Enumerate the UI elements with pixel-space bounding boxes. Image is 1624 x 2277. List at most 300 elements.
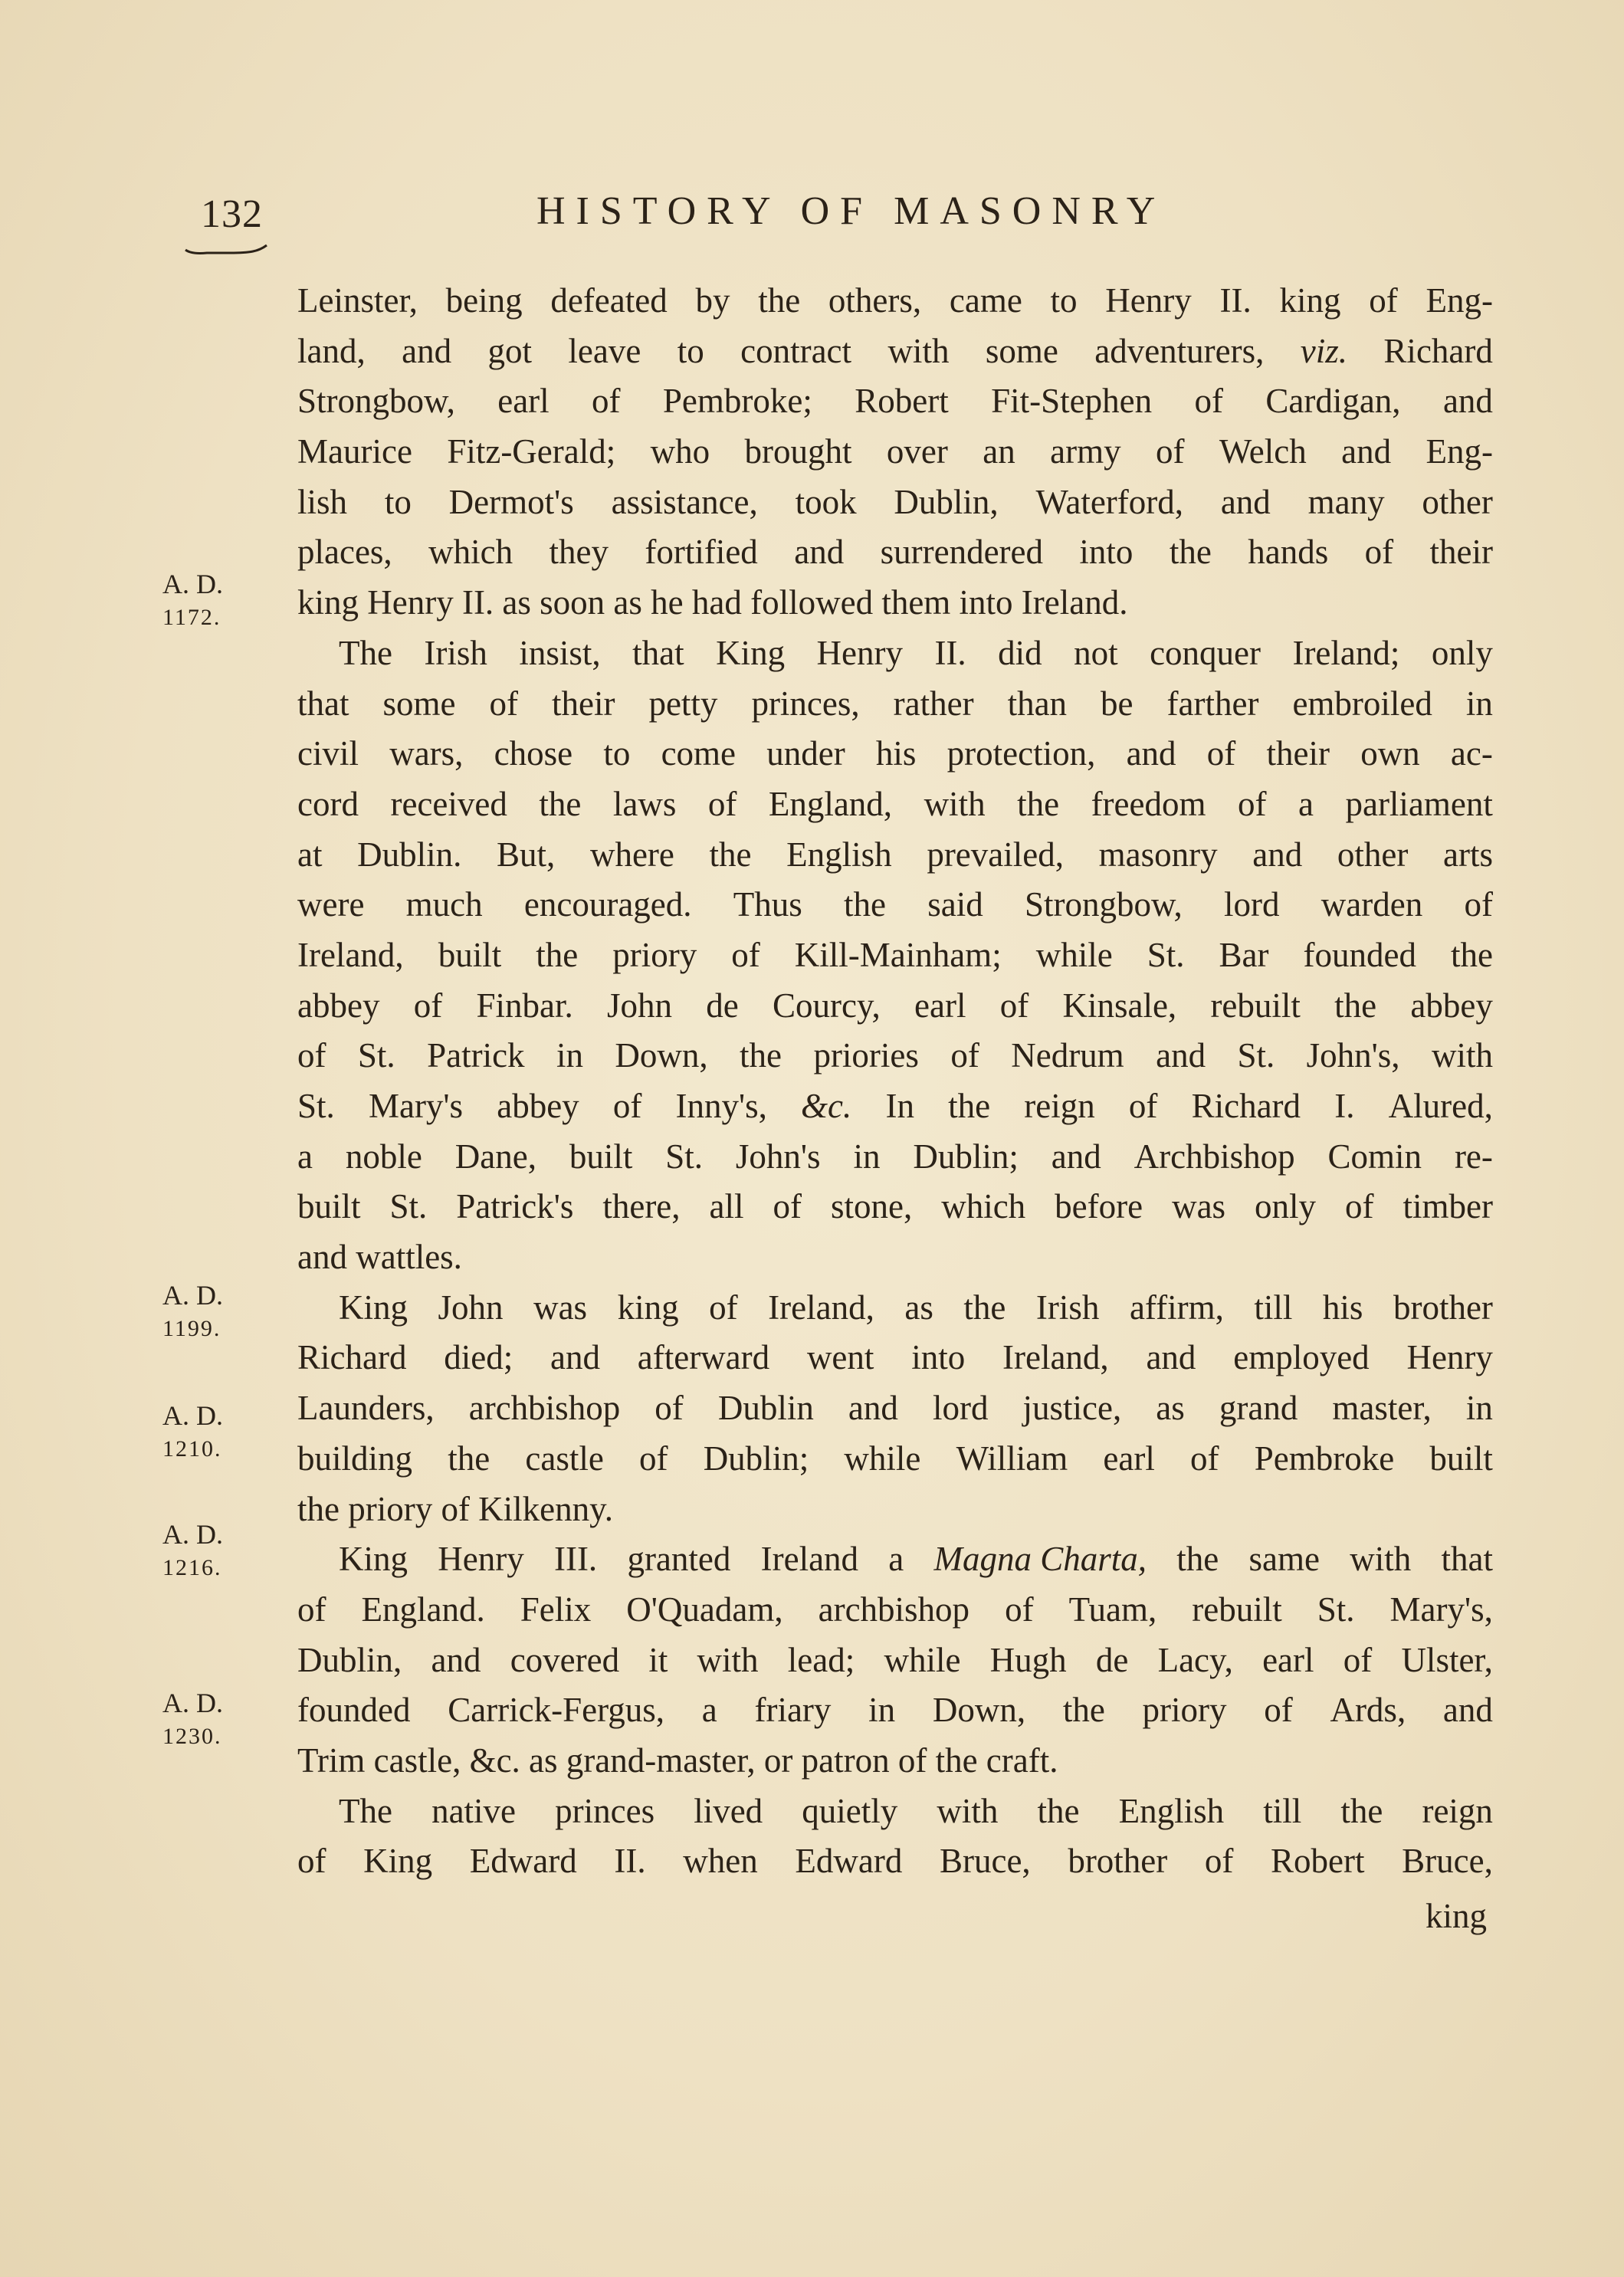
word: surrendered	[880, 533, 1043, 572]
word: Bruce,	[1402, 1842, 1493, 1881]
word: king	[617, 1288, 679, 1327]
word: many	[1307, 482, 1385, 521]
word: built	[569, 1137, 633, 1176]
word: Bar	[1219, 935, 1269, 974]
word: princes	[555, 1791, 655, 1830]
word: petty	[648, 684, 718, 723]
margin-note-label: A. D.	[162, 1519, 223, 1550]
word: to	[677, 331, 704, 370]
margin-note-label: A. D.	[162, 1688, 223, 1718]
word: Irish	[1035, 1288, 1100, 1327]
word: his	[875, 734, 917, 773]
word: there,	[602, 1187, 681, 1226]
word: abbey	[497, 1087, 579, 1125]
margin-note-year: 1210.	[162, 1436, 222, 1462]
text-line	[297, 427, 1493, 477]
word: of	[1204, 1842, 1234, 1881]
word: castle	[525, 1439, 604, 1478]
word: land,	[297, 331, 366, 370]
text-line: Trim castle, &c. as grand-master, or patron of the craft.	[297, 1741, 1058, 1780]
word: with	[1431, 1036, 1493, 1075]
word: lived	[694, 1791, 763, 1830]
word: de	[1095, 1640, 1129, 1679]
text-line	[297, 981, 1493, 1032]
word: their	[1266, 734, 1330, 773]
word: Fitz-Gerald;	[447, 432, 616, 471]
word: Dublin;	[703, 1439, 809, 1478]
word: O'Quadam,	[626, 1590, 783, 1629]
word: quietly	[802, 1791, 898, 1830]
word: earl	[1262, 1640, 1314, 1679]
word: Felix	[520, 1590, 592, 1629]
word: built	[297, 1187, 361, 1226]
word: grand	[1219, 1389, 1298, 1428]
word: same	[1248, 1540, 1320, 1579]
word: Courcy,	[772, 986, 881, 1025]
margin-note	[162, 1686, 277, 1754]
word: was	[533, 1288, 588, 1327]
word: and	[848, 1389, 898, 1428]
word: in	[1465, 684, 1493, 723]
word: Henry	[1406, 1338, 1493, 1377]
word: King	[716, 633, 786, 672]
word: and	[794, 533, 845, 572]
word: priory	[1142, 1691, 1227, 1730]
word: in	[853, 1137, 881, 1176]
word: the	[1169, 533, 1212, 572]
word: to	[1050, 281, 1078, 320]
word: Inny's,	[675, 1087, 767, 1125]
word: of	[639, 1439, 668, 1478]
word: and	[1442, 382, 1493, 421]
word: Eng-	[1426, 432, 1493, 471]
running-title: HISTORY OF MASONRY	[536, 189, 1166, 233]
word: Maurice	[297, 432, 412, 471]
word: wars,	[389, 734, 464, 773]
word: by	[695, 281, 730, 320]
word: only	[1431, 633, 1493, 672]
word: brother	[1393, 1288, 1493, 1327]
page-number: 132	[201, 192, 263, 236]
word: Dermot's	[448, 482, 574, 521]
word: that	[1441, 1540, 1493, 1579]
word: with	[924, 784, 986, 823]
word: a	[888, 1540, 904, 1579]
word: all	[709, 1187, 744, 1226]
word: places,	[297, 533, 392, 572]
word: while	[884, 1640, 961, 1679]
word: John	[606, 986, 672, 1025]
word: granted	[627, 1540, 731, 1579]
word: covered	[510, 1640, 620, 1679]
word: I.	[1334, 1087, 1355, 1125]
word: Ireland	[760, 1540, 859, 1579]
body-text	[297, 276, 1493, 1887]
word: Richard	[297, 1338, 407, 1377]
word: they	[549, 533, 609, 572]
text-line	[297, 376, 1493, 427]
word: of	[413, 986, 443, 1025]
word: the	[539, 784, 582, 823]
word: Welch	[1219, 432, 1307, 471]
word: Dublin.	[357, 835, 462, 874]
word: before	[1055, 1187, 1143, 1226]
word: some	[985, 331, 1058, 370]
word: Strongbow,	[1024, 885, 1183, 924]
word: archbishop	[468, 1389, 621, 1428]
word: only	[1255, 1187, 1317, 1226]
word: in	[868, 1691, 896, 1730]
word: England.	[361, 1590, 485, 1629]
word: Richard	[1191, 1087, 1301, 1125]
word: arts	[1442, 835, 1493, 874]
word: of	[1464, 885, 1493, 924]
catchword: king	[1426, 1897, 1488, 1935]
text-line	[297, 880, 1493, 930]
margin-note	[162, 1517, 277, 1585]
word: Ards,	[1330, 1691, 1406, 1730]
word: till	[1263, 1791, 1302, 1830]
word: of	[1345, 1187, 1374, 1226]
word: building	[297, 1439, 413, 1478]
word: Dane,	[454, 1137, 536, 1176]
word: cord	[297, 784, 359, 823]
word: built	[1429, 1439, 1493, 1478]
word: own	[1360, 734, 1420, 773]
word: princes,	[751, 684, 860, 723]
word: earl	[914, 986, 966, 1025]
word: lead;	[787, 1640, 855, 1679]
word: prevailed,	[927, 835, 1064, 874]
margin-note-label: A. D.	[162, 569, 223, 599]
text-line	[297, 1434, 1493, 1485]
word: other	[1422, 482, 1493, 521]
word: of	[1005, 1590, 1034, 1629]
word: Patrick	[427, 1036, 525, 1075]
word: ac-	[1450, 734, 1493, 773]
word: the	[1037, 1791, 1080, 1830]
word: The	[339, 633, 392, 672]
word: an	[983, 432, 1015, 471]
word: Dublin	[717, 1389, 814, 1428]
word: farther	[1166, 684, 1259, 723]
word: contract	[740, 331, 852, 370]
word: and	[431, 1640, 481, 1679]
word: got	[487, 331, 533, 370]
word: were	[297, 885, 365, 924]
word: the	[948, 1087, 991, 1125]
word: army	[1050, 432, 1121, 471]
word: laws	[612, 784, 677, 823]
word: Comin	[1327, 1137, 1422, 1176]
word: of	[1206, 734, 1236, 773]
text-line: and wattles.	[297, 1238, 462, 1277]
word: afterward	[637, 1338, 770, 1377]
word: In	[885, 1087, 914, 1125]
word: over	[886, 432, 948, 471]
word: where	[589, 835, 674, 874]
word: some	[382, 684, 456, 723]
word: England,	[768, 784, 893, 823]
word: of	[773, 1187, 802, 1226]
text-line	[297, 1182, 1493, 1232]
word: Nedrum	[1011, 1036, 1124, 1075]
word: insist,	[519, 633, 601, 672]
word: re-	[1454, 1137, 1493, 1176]
word: Fit-Stephen	[991, 382, 1153, 421]
word: took	[795, 482, 857, 521]
word: not	[1074, 633, 1118, 672]
word: the	[1340, 1791, 1383, 1830]
word: and	[1146, 1338, 1196, 1377]
text-line	[297, 1132, 1493, 1183]
word: Cardigan,	[1265, 382, 1401, 421]
word: lish	[297, 482, 348, 521]
word: the	[1017, 784, 1060, 823]
word: that	[632, 633, 684, 672]
word: Thus	[733, 885, 802, 924]
word: rebuilt	[1210, 986, 1301, 1025]
word: II.	[1219, 281, 1252, 320]
word: and	[1051, 1137, 1101, 1176]
word: others,	[828, 281, 922, 320]
text-line	[297, 1585, 1493, 1636]
word: Edward	[795, 1842, 903, 1881]
word: abbey	[297, 986, 380, 1025]
page-number-flourish	[184, 244, 270, 258]
word: III.	[553, 1540, 598, 1579]
text-line	[297, 276, 1493, 326]
word: be	[1101, 684, 1134, 723]
word: and	[402, 331, 452, 370]
word: of	[655, 1389, 684, 1428]
word: adventurers,	[1094, 331, 1265, 370]
word: while	[844, 1439, 921, 1478]
word: Archbishop	[1134, 1137, 1295, 1176]
word: masonry	[1098, 835, 1218, 874]
word: brother	[1068, 1842, 1168, 1881]
word: warden	[1321, 885, 1423, 924]
word: embroiled	[1292, 684, 1432, 723]
text-line: the priory of Kilkenny.	[297, 1489, 613, 1528]
word: of	[707, 784, 737, 823]
word: the	[536, 935, 579, 974]
word: the	[740, 1036, 782, 1075]
word: Henry	[816, 633, 903, 672]
word: Tuam,	[1068, 1590, 1157, 1629]
word: &c.	[801, 1087, 852, 1125]
word: Robert	[1271, 1842, 1365, 1881]
word: employed	[1233, 1338, 1370, 1377]
word: John	[438, 1288, 504, 1327]
word: and	[1220, 482, 1271, 521]
word: Ulster,	[1401, 1640, 1493, 1679]
word: into	[911, 1338, 966, 1377]
word: as	[1156, 1389, 1185, 1428]
margin-note-year: 1172.	[162, 605, 221, 630]
margin-note-label: A. D.	[162, 1400, 223, 1431]
word: priories	[813, 1036, 919, 1075]
word: Pembroke;	[662, 382, 812, 421]
word: viz.	[1300, 331, 1348, 370]
word: at	[297, 835, 323, 874]
word: the	[1451, 935, 1493, 974]
word: who	[650, 432, 710, 471]
margin-note-year: 1216.	[162, 1555, 222, 1580]
word: civil	[297, 734, 359, 773]
margin-note-label: A. D.	[162, 1280, 223, 1311]
word: founded	[297, 1691, 411, 1730]
word: Ireland;	[1292, 633, 1400, 672]
word: reign	[1422, 1791, 1493, 1830]
word: a	[701, 1691, 717, 1730]
word: Launders,	[297, 1389, 435, 1428]
word: of	[489, 684, 518, 723]
word: St.	[665, 1137, 704, 1176]
word: friary	[754, 1691, 832, 1730]
word: till	[1254, 1288, 1293, 1327]
word: died;	[444, 1338, 513, 1377]
word: which	[428, 533, 513, 572]
word: and	[1442, 1691, 1493, 1730]
word: built	[438, 935, 502, 974]
word: Down,	[932, 1691, 1026, 1730]
word: of	[950, 1036, 979, 1075]
word: Patrick's	[456, 1187, 574, 1226]
word: John's,	[1306, 1036, 1400, 1075]
word: a	[1298, 784, 1314, 823]
word: than	[1007, 684, 1068, 723]
word: received	[390, 784, 507, 823]
word: But,	[497, 835, 556, 874]
word: of	[592, 382, 621, 421]
word: rather	[893, 684, 974, 723]
text-line	[297, 1333, 1493, 1383]
word: the	[963, 1288, 1006, 1327]
word: of	[297, 1842, 326, 1881]
word: freedom	[1091, 784, 1206, 823]
word: Kinsale,	[1062, 986, 1177, 1025]
word: other	[1337, 835, 1409, 874]
word: St.	[389, 1187, 428, 1226]
word: affirm,	[1129, 1288, 1224, 1327]
word: justice,	[1022, 1389, 1122, 1428]
word: lord	[1224, 885, 1280, 924]
word: it	[648, 1640, 668, 1679]
word: The	[339, 1791, 392, 1830]
word: conquer	[1150, 633, 1261, 672]
word: and	[1126, 734, 1176, 773]
word: II.	[934, 633, 966, 672]
word: in	[556, 1036, 583, 1075]
word: of	[1128, 1087, 1158, 1125]
word: leave	[568, 331, 641, 370]
text-line	[297, 1283, 1493, 1334]
word: of	[1194, 382, 1223, 421]
word: William	[956, 1439, 1068, 1478]
word: defeated	[550, 281, 668, 320]
word: to	[384, 482, 412, 521]
word: Down,	[615, 1036, 708, 1075]
word: King	[339, 1288, 408, 1327]
word: John's	[735, 1137, 821, 1176]
word: Bruce,	[939, 1842, 1031, 1881]
word: did	[998, 633, 1042, 672]
word: Mary's	[368, 1087, 464, 1125]
word: hands	[1248, 533, 1329, 572]
word: timber	[1403, 1187, 1493, 1226]
text-line	[297, 326, 1493, 377]
word: come	[661, 734, 737, 773]
word: went	[806, 1338, 874, 1377]
word: Alured,	[1388, 1087, 1493, 1125]
word: Waterford,	[1035, 482, 1184, 521]
word: St.	[297, 1087, 335, 1125]
word: in	[1465, 1389, 1493, 1428]
word: the	[1176, 1540, 1219, 1579]
word: Finbar.	[476, 986, 573, 1025]
word: parliament	[1345, 784, 1493, 823]
word: Ireland,	[297, 935, 404, 974]
word: St.	[357, 1036, 395, 1075]
word: which	[941, 1187, 1026, 1226]
margin-note	[162, 1399, 277, 1466]
word: of	[709, 1288, 738, 1327]
word: English	[786, 835, 892, 874]
word: encouraged.	[523, 885, 692, 924]
word: Mary's,	[1389, 1590, 1493, 1629]
text-line	[297, 1534, 1493, 1585]
text-line: king Henry II. as soon as he had followed them into Ireland.	[297, 583, 1128, 622]
word: St.	[1147, 935, 1185, 974]
word: with	[937, 1791, 999, 1830]
word: lord	[932, 1389, 989, 1428]
word: noble	[345, 1137, 422, 1176]
word: of	[1190, 1439, 1219, 1478]
text-line	[297, 830, 1493, 881]
word: Lacy,	[1157, 1640, 1233, 1679]
word: chose	[494, 734, 573, 773]
word: King	[339, 1540, 408, 1579]
word: their	[551, 684, 615, 723]
word: Pembroke	[1254, 1439, 1395, 1478]
word: of	[612, 1087, 642, 1125]
text-line	[297, 1685, 1493, 1736]
word: was	[1172, 1187, 1226, 1226]
word: St.	[1237, 1036, 1275, 1075]
text-line	[297, 527, 1493, 578]
word: master,	[1332, 1389, 1432, 1428]
word: and	[1252, 835, 1303, 874]
word: Richard	[1383, 331, 1493, 370]
word: Magna Charta,	[933, 1540, 1147, 1579]
word: reign	[1024, 1087, 1095, 1125]
word: priory	[612, 935, 697, 974]
word: stone,	[830, 1187, 913, 1226]
word: that	[297, 684, 349, 723]
word: as	[904, 1288, 933, 1327]
word: Kill-Mainham;	[794, 935, 1002, 974]
word: under	[766, 734, 845, 773]
word: and	[550, 1338, 600, 1377]
word: King	[363, 1842, 433, 1881]
word: said	[927, 885, 983, 924]
word: St.	[1317, 1590, 1355, 1629]
word: Henry	[1105, 281, 1192, 320]
word: his	[1322, 1288, 1363, 1327]
margin-note	[162, 567, 277, 635]
word: being	[445, 281, 523, 320]
